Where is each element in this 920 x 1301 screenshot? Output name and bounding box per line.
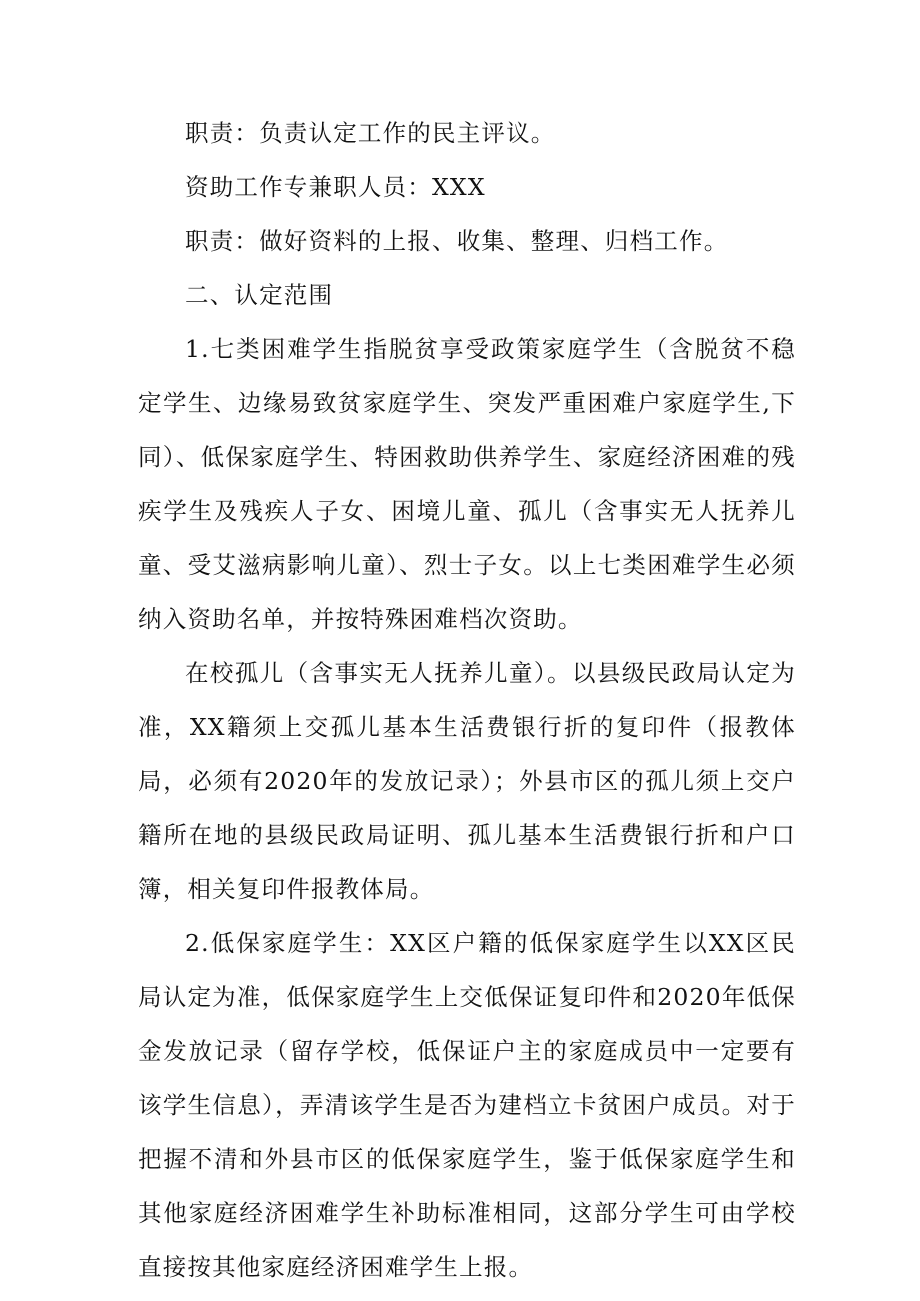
paragraph-duty-evaluation: 职责：负责认定工作的民主评议。 bbox=[185, 119, 556, 147]
paragraph-orphans: 在校孤儿（含事实无人抚养儿童）。以县级民政局认定为准，XX籍须上交孤儿基本生活费银行折的复印件（报教体局，必须有2020年的发放记录）；外县市区的孤儿须上交户籍所在地的县级民政局证明、孤儿基本生活费银行折和户口簿，相关复印件报教体局。 bbox=[138, 659, 796, 903]
paragraph-seven-categories: 1.七类困难学生指脱贫享受政策家庭学生（含脱贫不稳定学生、边缘易致贫家庭学生、突发严重困难户家庭学生,下同）、低保家庭学生、特困救助供养学生、家庭经济困难的残疾学生及残疾人子女、困境儿童、孤儿（含事实无人抚养儿童、受艾滋病影响儿童）、烈士子女。以上七类困难学生必须纳入资助名单，并按特殊困难档次资助。 bbox=[138, 335, 796, 633]
paragraph-low-income: 2.低保家庭学生：XX区户籍的低保家庭学生以XX区民局认定为准，低保家庭学生上交低保证复印件和2020年低保金发放记录（留存学校，低保证户主的家庭成员中一定要有该学生信息），弄清该学生是否为建档立卡贫困户成员。对于把握不清和外县市区的低保家庭学生，鉴于低保家庭学生和其他家庭经济困难学生补助标准相同，这部分学生可由学校直接按其他家庭经济困难学生上报。 bbox=[138, 929, 796, 1281]
section-heading-scope: 二、认定范围 bbox=[185, 281, 334, 309]
document-body bbox=[138, 106, 796, 1294]
paragraph-duty-materials: 职责：做好资料的上报、收集、整理、归档工作。 bbox=[185, 227, 729, 255]
paragraph-staff: 资助工作专兼职人员：XXX bbox=[185, 173, 486, 201]
